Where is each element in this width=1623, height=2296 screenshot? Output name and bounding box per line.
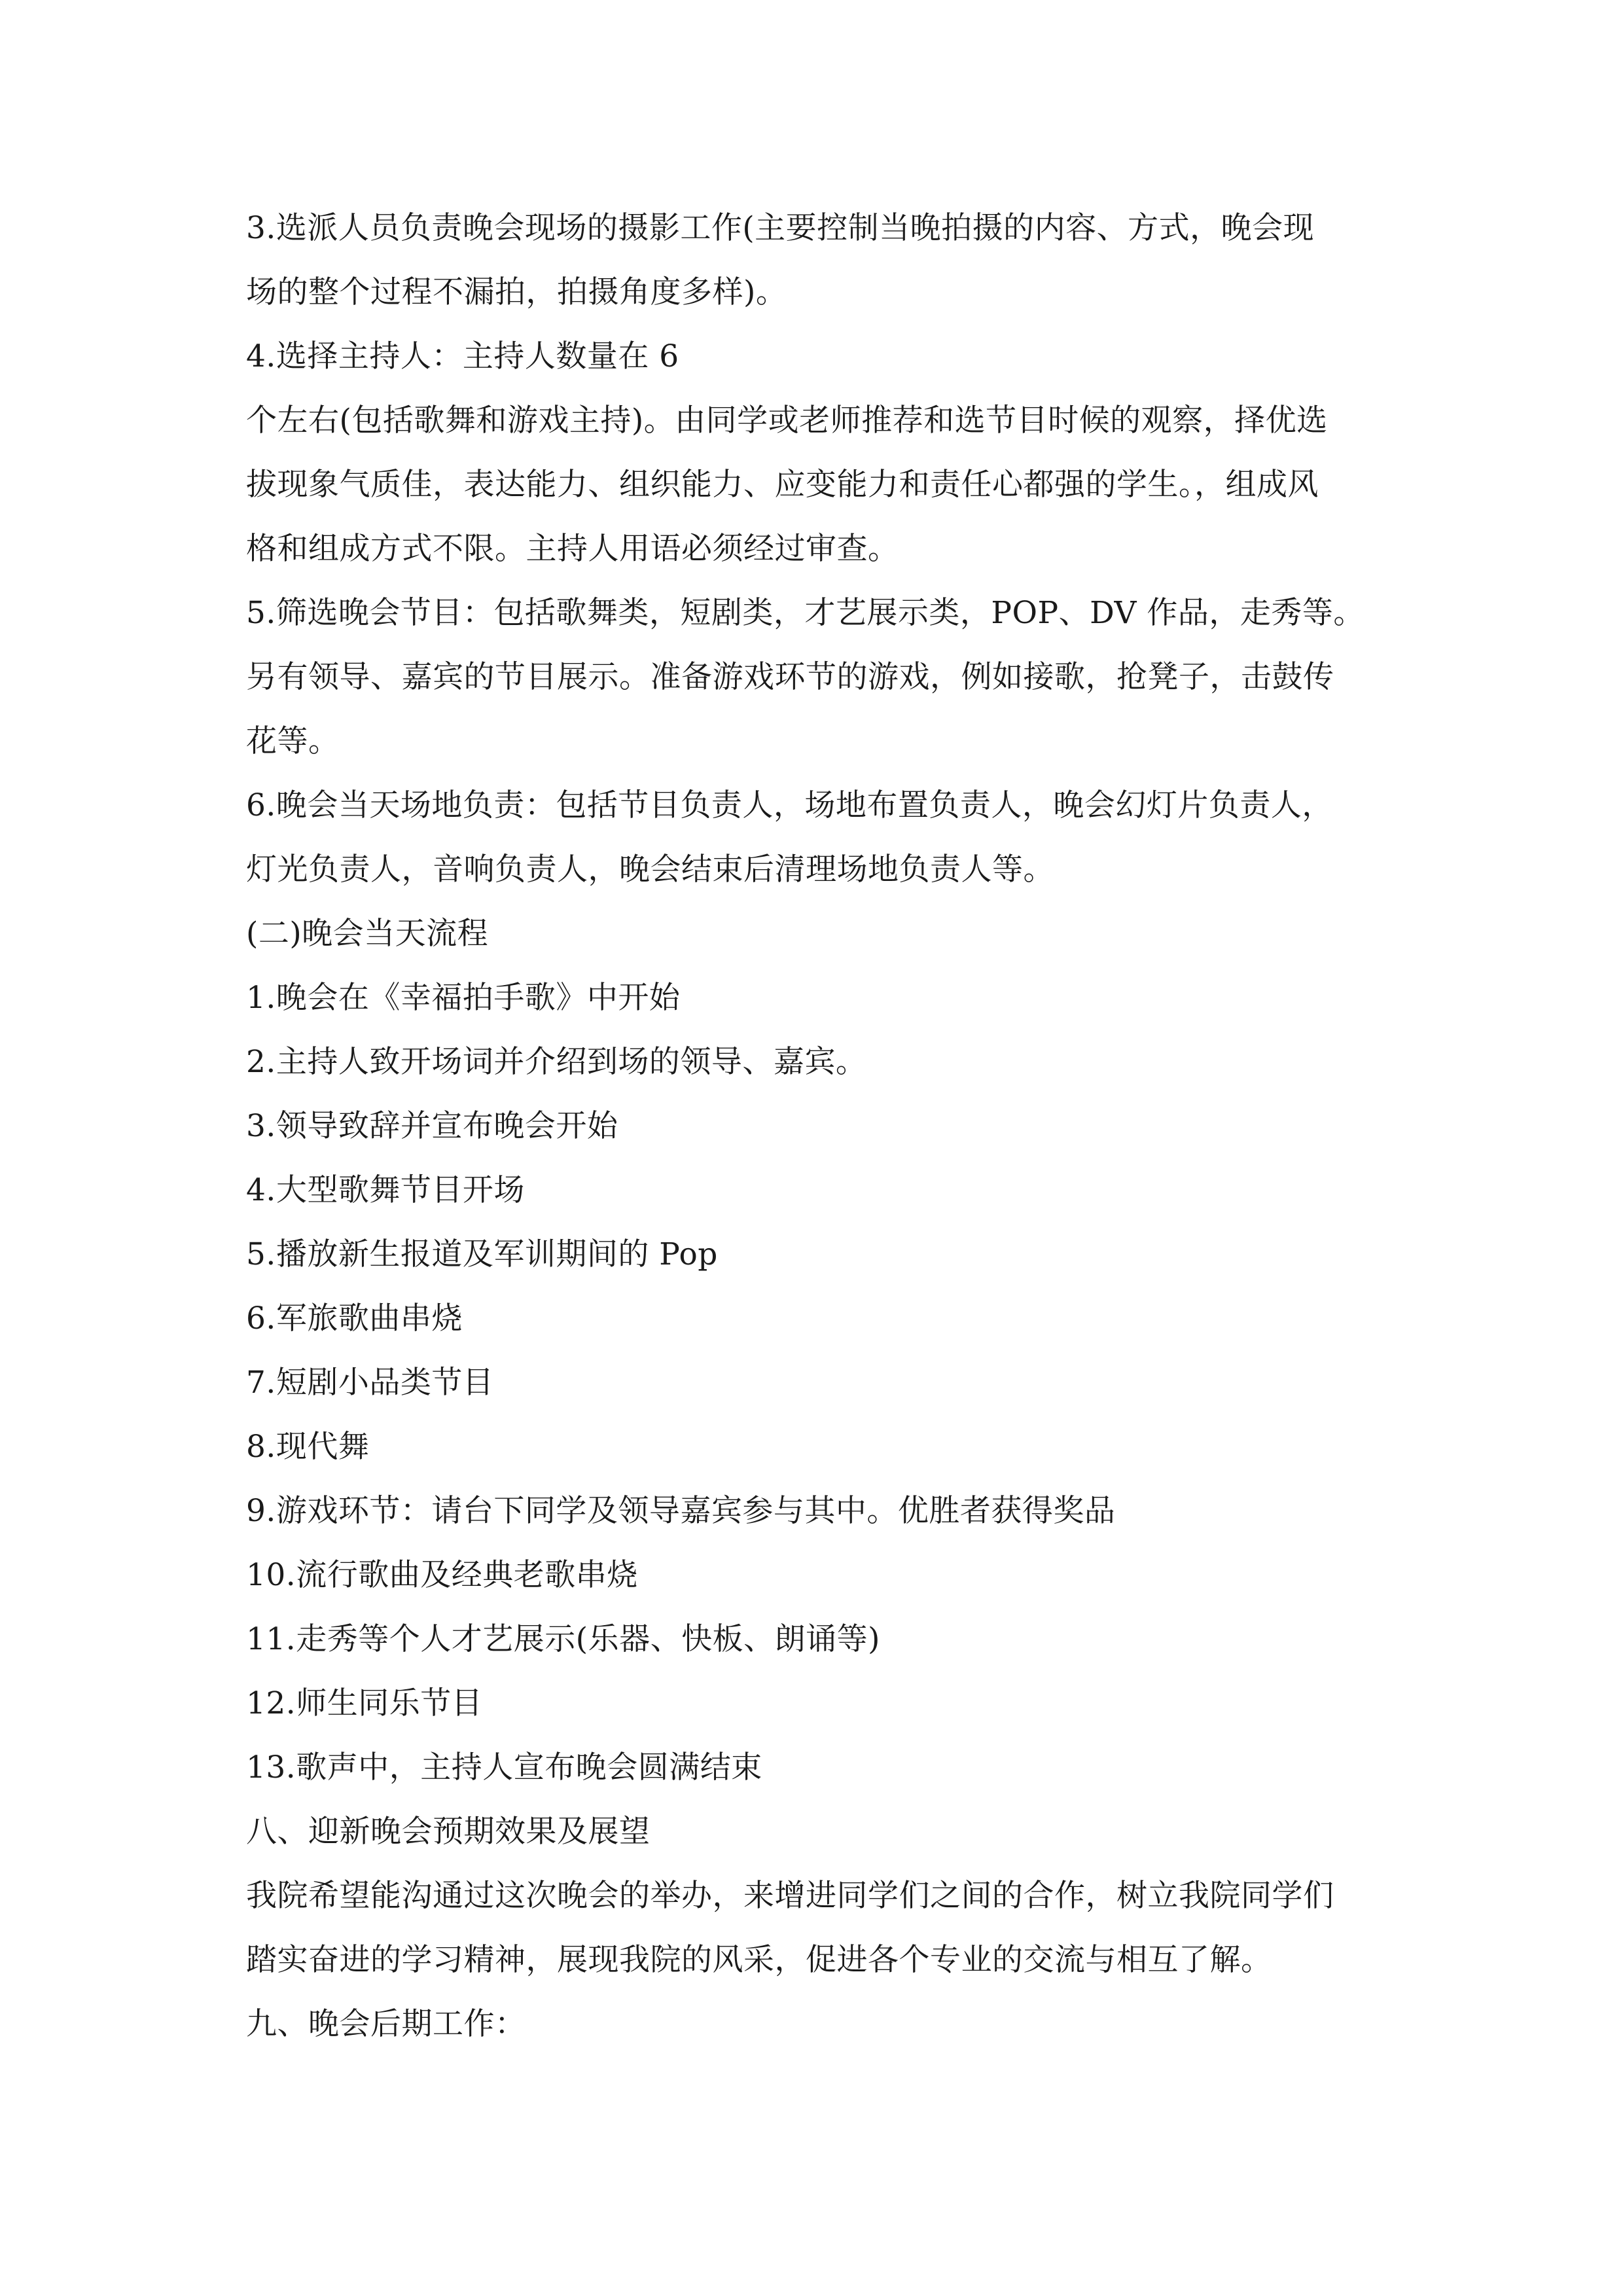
- list-item: 8.现代舞: [246, 1429, 370, 1465]
- section-heading: 八、迎新晚会预期效果及展望: [246, 1814, 651, 1850]
- text-line: 格和组成方式不限。主持人用语必须经过审查。: [246, 531, 899, 567]
- text-line: 6.晚会当天场地负责：包括节目负责人，场地布置负责人，晚会幻灯片负责人，: [246, 787, 1333, 823]
- section-heading: (二)晚会当天流程: [246, 916, 489, 952]
- text-line: 3.选派人员负责晚会现场的摄影工作(主要控制当晚拍摄的内容、方式，晚会现: [246, 210, 1315, 246]
- list-item: 9.游戏环节：请台下同学及领导嘉宾参与其中。优胜者获得奖品: [246, 1493, 1116, 1529]
- text-line: 5.筛选晚会节目：包括歌舞类，短剧类，才艺展示类，POP、DV 作品，走秀等。: [246, 595, 1364, 631]
- text-line: 踏实奋进的学习精神，展现我院的风采，促进各个专业的交流与相互了解。: [246, 1942, 1272, 1978]
- section-heading: 九、晚会后期工作：: [246, 2006, 526, 2042]
- text-line: 我院希望能沟通过这次晚会的举办，来增进同学们之间的合作，树立我院同学们: [246, 1878, 1334, 1914]
- list-item: 1.晚会在《幸福拍手歌》中开始: [246, 980, 681, 1016]
- document-body: [246, 196, 1411, 2056]
- list-item: 2.主持人致开场词并介绍到场的领导、嘉宾。: [246, 1044, 867, 1080]
- list-item: 12.师生同乐节目: [246, 1685, 483, 1721]
- text-line: 4.选择主持人：主持人数量在 6: [246, 338, 679, 374]
- list-item: 13.歌声中，主持人宣布晚会圆满结束: [246, 1749, 762, 1785]
- text-line: 另有领导、嘉宾的节目展示。准备游戏环节的游戏，例如接歌，抢凳子，击鼓传: [246, 659, 1334, 695]
- text-line: 拔现象气质佳，表达能力、组织能力、应变能力和责任心都强的学生。，组成风: [246, 467, 1319, 503]
- list-item: 6.军旅歌曲串烧: [246, 1300, 463, 1336]
- text-line: 花等。: [246, 723, 340, 759]
- list-item: 5.播放新生报道及军训期间的 Pop: [246, 1236, 718, 1272]
- text-line: 个左右(包括歌舞和游戏主持)。由同学或老师推荐和选节目时候的观察，择优选: [246, 403, 1328, 439]
- list-item: 3.领导致辞并宣布晚会开始: [246, 1108, 618, 1144]
- text-line: 场的整个过程不漏拍，拍摄角度多样)。: [246, 274, 787, 310]
- list-item: 10.流行歌曲及经典老歌串烧: [246, 1557, 638, 1593]
- list-item: 11.走秀等个人才艺展示(乐器、快板、朗诵等): [246, 1621, 880, 1657]
- list-item: 4.大型歌舞节目开场: [246, 1172, 525, 1208]
- list-item: 7.短剧小品类节目: [246, 1365, 494, 1401]
- text-line: 灯光负责人，音响负责人，晚会结束后清理场地负责人等。: [246, 852, 1054, 888]
